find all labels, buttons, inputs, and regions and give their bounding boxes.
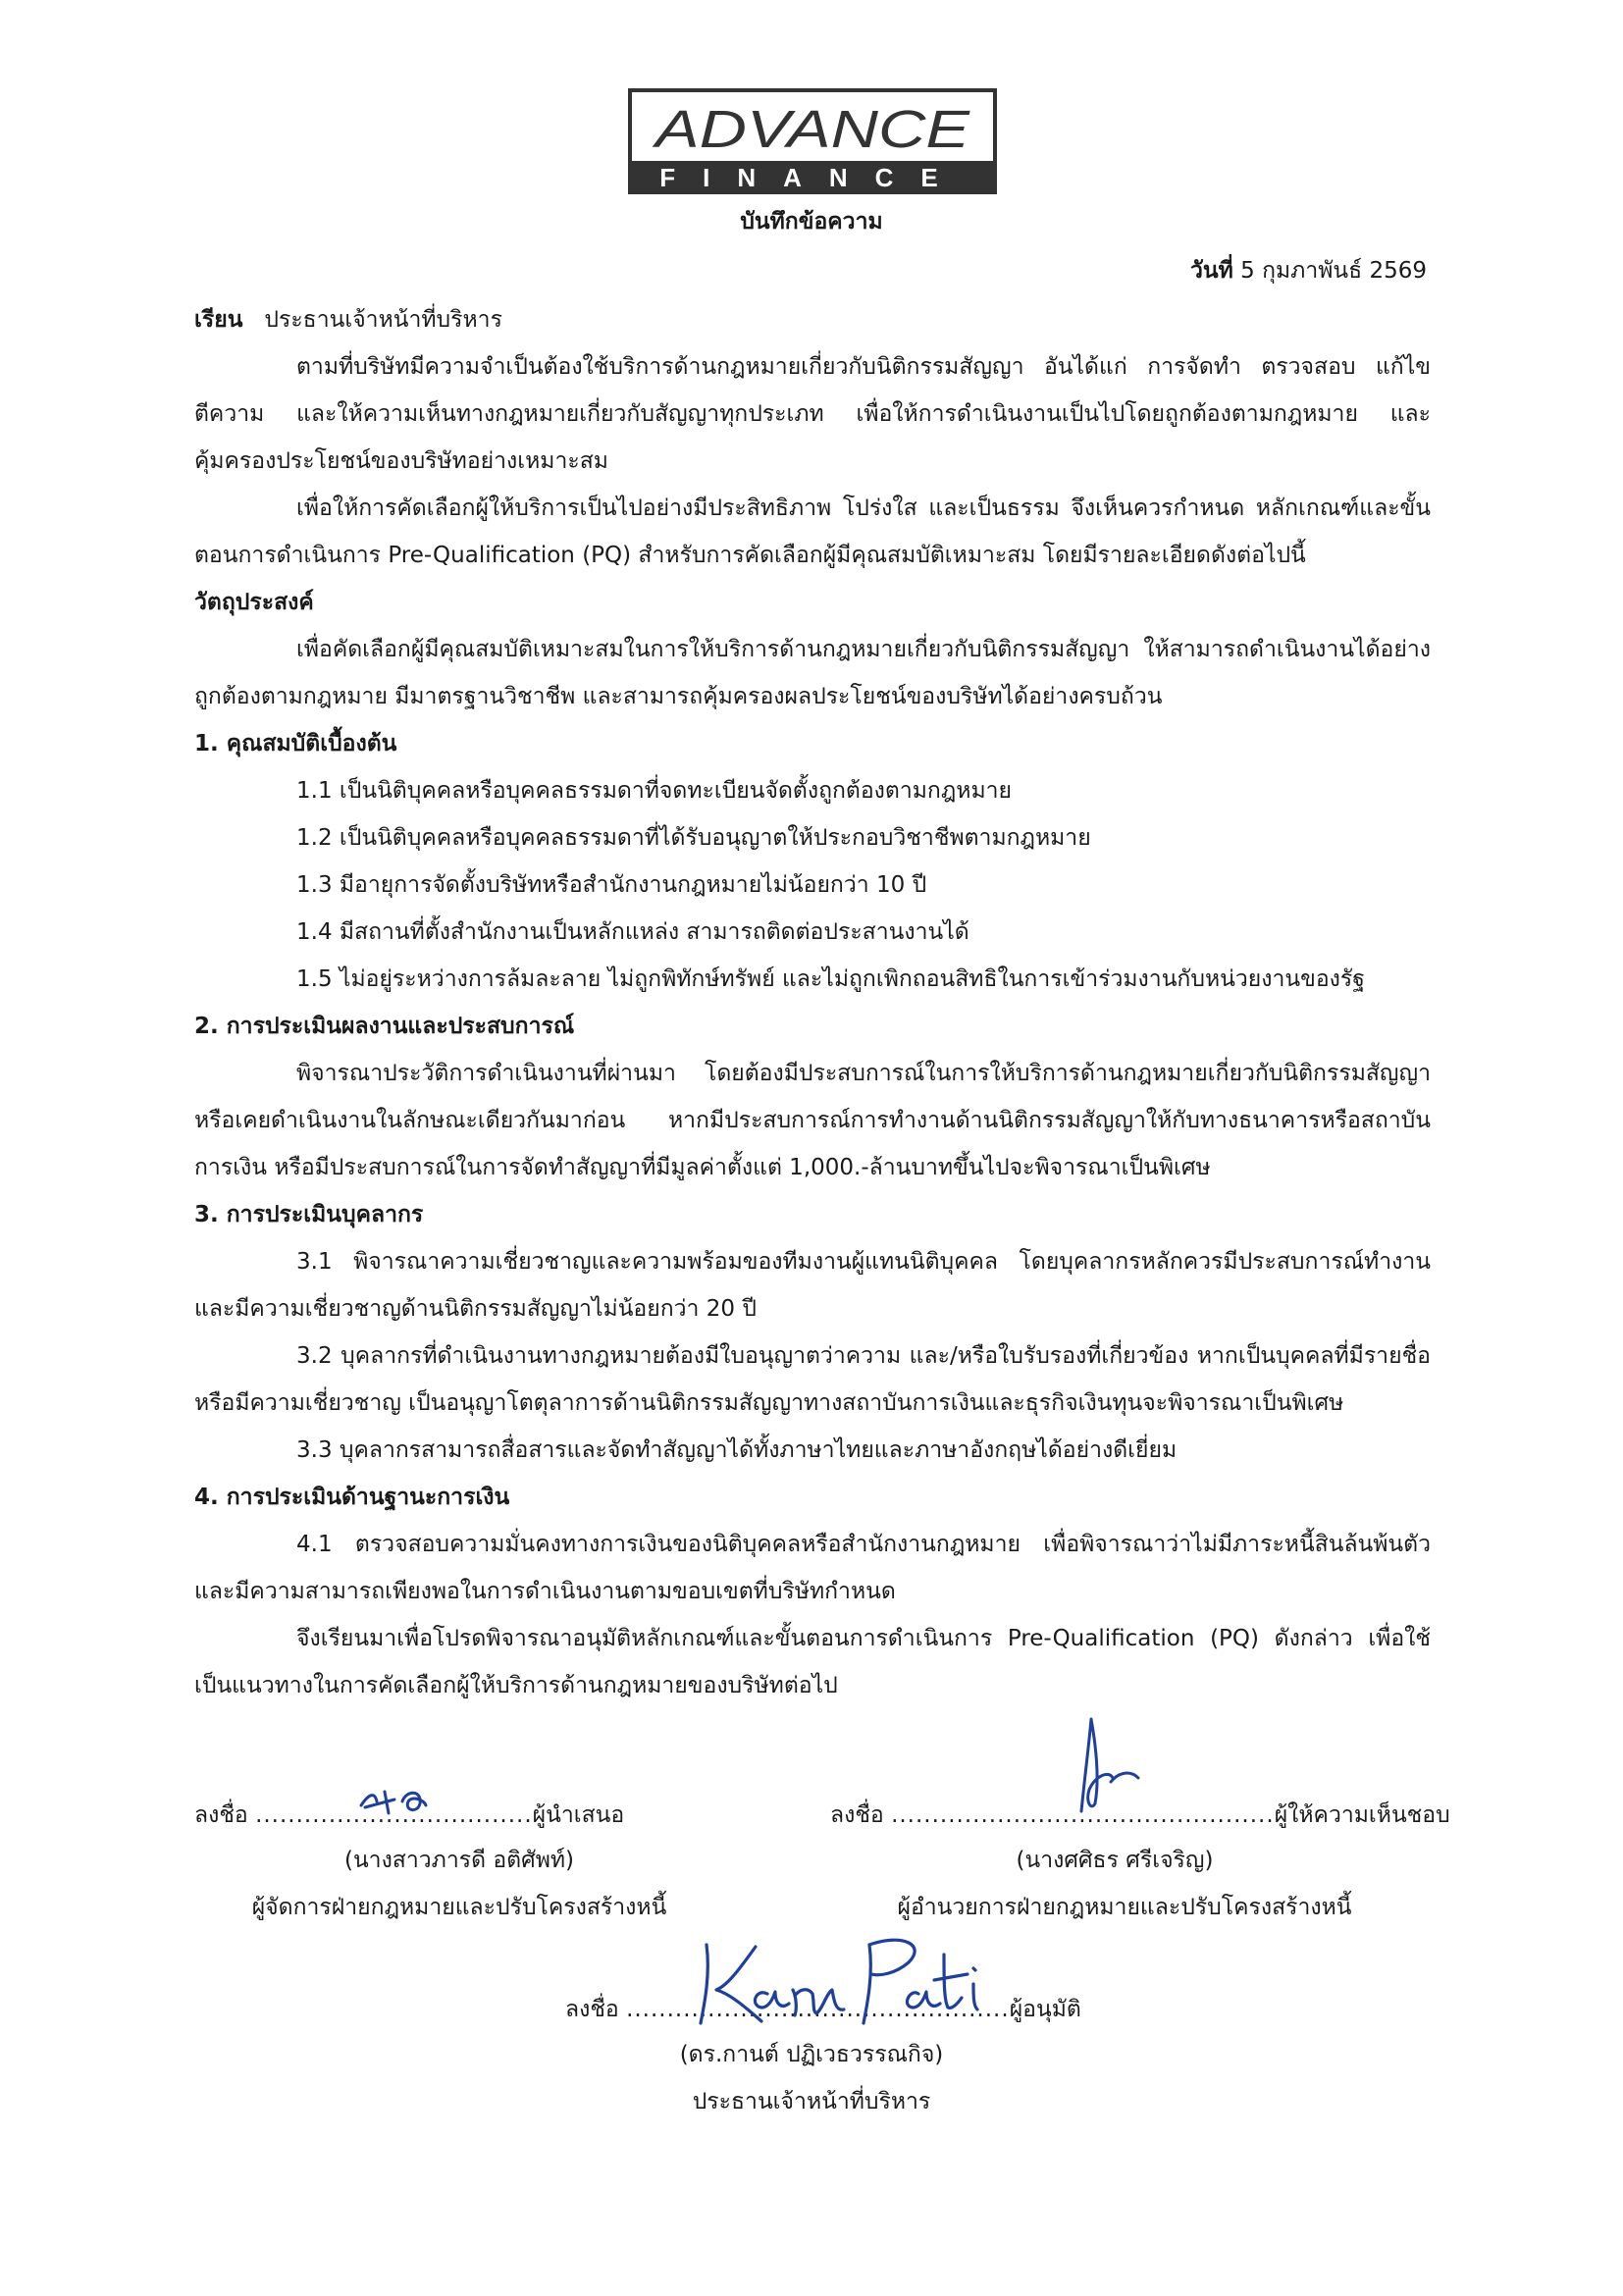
approver-position: ประธานเจ้าหน้าที่บริหาร bbox=[692, 2089, 931, 2114]
section1-item: 1.4 มีสถานที่ตั้งสำนักงานเป็นหลักแหล่ง สามารถติดต่อประสานงานได้ bbox=[296, 919, 969, 945]
closing-paragraph: จึงเรียนมาเพื่อโปรดพิจารณาอนุมัติหลักเกณฑ์และขั้นตอนการดำเนินการ Pre-Qualification (PQ) ดังกล่าว เพื่อใช้เป็นแนวทางในการคัดเลือกผู้ให้บริการด้านกฎหมายของบริษัทต่อไป bbox=[194, 1626, 1431, 1698]
proposer-position: ผู้จัดการฝ่ายกฎหมายและปรับโครงสร้างหนี้ bbox=[251, 1895, 667, 1920]
approver-name: (ดร.กานต์ ปฏิเวธวรรณกิจ) bbox=[679, 2042, 944, 2067]
signature-dots: ............................................... bbox=[891, 1802, 1275, 1828]
intro-paragraph-1: ตามที่บริษัทมีความจำเป็นต้องใช้บริการด้านกฎหมายเกี่ยวกับนิติกรรมสัญญา อันได้แก่ การจัดทำ ตรวจสอบ แก้ไข ตีความ และให้ความเห็นทางกฎหมายเกี่ยวกับสัญญาทุกประเภท เพื่อให้การดำเนินงานเป็นไปโดยถูกต้องตามกฎหมาย และคุ้มครองประโยชน์ของบริษัทอย่างเหมาะสม bbox=[194, 354, 1431, 474]
memo-date bbox=[1190, 253, 1427, 288]
signature-dots: .................................. bbox=[255, 1802, 533, 1828]
intro-paragraph-2: เพื่อให้การคัดเลือกผู้ให้บริการเป็นไปอย่างมีประสิทธิภาพ โปร่งใส และเป็นธรรม จึงเห็นควรกำหนด หลักเกณฑ์และขั้นตอนการดำเนินการ Pre-Qualification (PQ) สำหรับการคัดเลือกผู้มีคุณสมบัติเหมาะสม โดยมีรายละเอียดดังต่อไปนี้ bbox=[194, 496, 1431, 568]
section3-heading: 3. การประเมินบุคลากร bbox=[194, 1202, 424, 1227]
section4-heading: 4. การประเมินด้านฐานะการเงิน bbox=[194, 1485, 510, 1510]
section4-item: 4.1 ตรวจสอบความมั่นคงทางการเงินของนิติบุคคลหรือสำนักงานกฎหมาย เพื่อพิจารณาว่าไม่มีภาระหนี้สินล้นพ้นตัว และมีความสามารถเพียงพอในการดำเนินงานตามขอบเขตที่บริษัทกำหนด bbox=[194, 1532, 1431, 1604]
logo-bottom-text: FINANCE bbox=[659, 163, 966, 192]
proposer-name: (นางสาวภารดี อติศัพท์) bbox=[343, 1848, 575, 1873]
proposer-signature bbox=[355, 1784, 444, 1823]
date-value: 5 กุมภาพันธ์ 2569 bbox=[1240, 258, 1427, 284]
reviewer-name: (นางศศิธร ศรีเจริญ) bbox=[1016, 1848, 1214, 1873]
section3-item: 3.3 บุคลากรสามารถสื่อสารและจัดทำสัญญาได้ทั้งภาษาไทยและภาษาอังกฤษได้อย่างดีเยี่ยม bbox=[296, 1437, 1178, 1463]
reviewer-signature bbox=[1040, 1713, 1158, 1821]
section1-item: 1.5 ไม่อยู่ระหว่างการล้มละลาย ไม่ถูกพิทักษ์ทรัพย์ และไม่ถูกเพิกถอนสิทธิในการเข้าร่วมงานกับหน่วยงานของรัฐ bbox=[296, 966, 1365, 992]
section2-text: พิจารณาประวัติการดำเนินงานที่ผ่านมา โดยต้องมีประสบการณ์ในการให้บริการด้านกฎหมายเกี่ยวกับนิติกรรมสัญญา หรือเคยดำเนินงานในลักษณะเดียวกันมาก่อน หากมีประสบการณ์การทำงานด้านนิติกรรมสัญญาให้กับทางธนาคารหรือสถาบันการเงิน หรือมีประสบการณ์ในการจัดทำสัญญาที่มีมูลค่าตั้งแต่ 1,000.-ล้านบาทขึ้นไปจะพิจารณาเป็นพิเศษ bbox=[194, 1061, 1431, 1180]
reviewer-position: ผู้อำนวยการฝ่ายกฎหมายและปรับโครงสร้างหนี้ bbox=[897, 1895, 1352, 1920]
section1-item: 1.3 มีอายุการจัดตั้งบริษัทหรือสำนักงานกฎหมายไม่น้อยกว่า 10 ปี bbox=[296, 872, 927, 898]
proposer-role: ผู้นำเสนอ bbox=[532, 1802, 625, 1828]
section3-item: 3.1 พิจารณาความเชี่ยวชาญและความพร้อมของทีมงานผู้แทนนิติบุคคล โดยบุคลากรหลักควรมีประสบการณ์ทำงานและมีความเชี่ยวชาญด้านนิติกรรมสัญญาไม่น้อยกว่า 20 ปี bbox=[194, 1249, 1431, 1322]
section1-heading: 1. คุณสมบัติเบื้องต้น bbox=[194, 731, 397, 757]
section3-item: 3.2 บุคลากรที่ดำเนินงานทางกฎหมายต้องมีใบอนุญาตว่าความ และ/หรือใบรับรองที่เกี่ยวข้อง หากเป็นบุคคลที่มีรายชื่อหรือมีความเชี่ยวชาญ เป็นอนุญาโตตุลาการด้านนิติกรรมสัญญาทางสถาบันการเงินและธุรกิจเงินทุนจะพิจารณาเป็นพิเศษ bbox=[194, 1343, 1431, 1416]
sign-label: ลงชื่อ bbox=[565, 1997, 619, 2022]
memo-body bbox=[194, 296, 1431, 1709]
section1-item: 1.2 เป็นนิติบุคคลหรือบุคคลธรรมดาที่ได้รับอนุญาตให้ประกอบวิชาชีพตามกฎหมาย bbox=[296, 825, 1091, 851]
objective-text: เพื่อคัดเลือกผู้มีคุณสมบัติเหมาะสมในการให้บริการด้านกฎหมายเกี่ยวกับนิติกรรมสัญญา ให้สามารถดำเนินงานได้อย่างถูกต้องตามกฎหมาย มีมาตรฐานวิชาชีพ และสามารถคุ้มครองผลประโยชน์ของบริษัทได้อย่างครบถ้วน bbox=[194, 637, 1431, 709]
objective-heading: วัตถุประสงค์ bbox=[194, 590, 314, 615]
approver-role: ผู้อนุมัติ bbox=[1009, 1997, 1081, 2022]
signature-dots: ............................................... bbox=[626, 1997, 1010, 2022]
reviewer-role: ผู้ให้ความเห็นชอบ bbox=[1274, 1802, 1450, 1828]
salutation-recipient: ประธานเจ้าหน้าที่บริหาร bbox=[264, 307, 502, 333]
advance-finance-logo bbox=[628, 88, 997, 194]
sign-label: ลงชื่อ bbox=[830, 1802, 884, 1828]
salutation-label: เรียน bbox=[194, 307, 243, 333]
approver-signature bbox=[687, 1925, 991, 2033]
date-label: วันที่ bbox=[1190, 258, 1233, 284]
salutation bbox=[194, 296, 1431, 343]
memo-title: บันทึกข้อความ bbox=[740, 209, 883, 235]
section1-item: 1.1 เป็นนิติบุคคลหรือบุคคลธรรมดาที่จดทะเบียนจัดตั้งถูกต้องตามกฎหมาย bbox=[296, 778, 1013, 804]
logo-top-text: ADVANCE bbox=[652, 100, 971, 159]
sign-label: ลงชื่อ bbox=[194, 1802, 248, 1828]
section2-heading: 2. การประเมินผลงานและประสบการณ์ bbox=[194, 1014, 575, 1039]
